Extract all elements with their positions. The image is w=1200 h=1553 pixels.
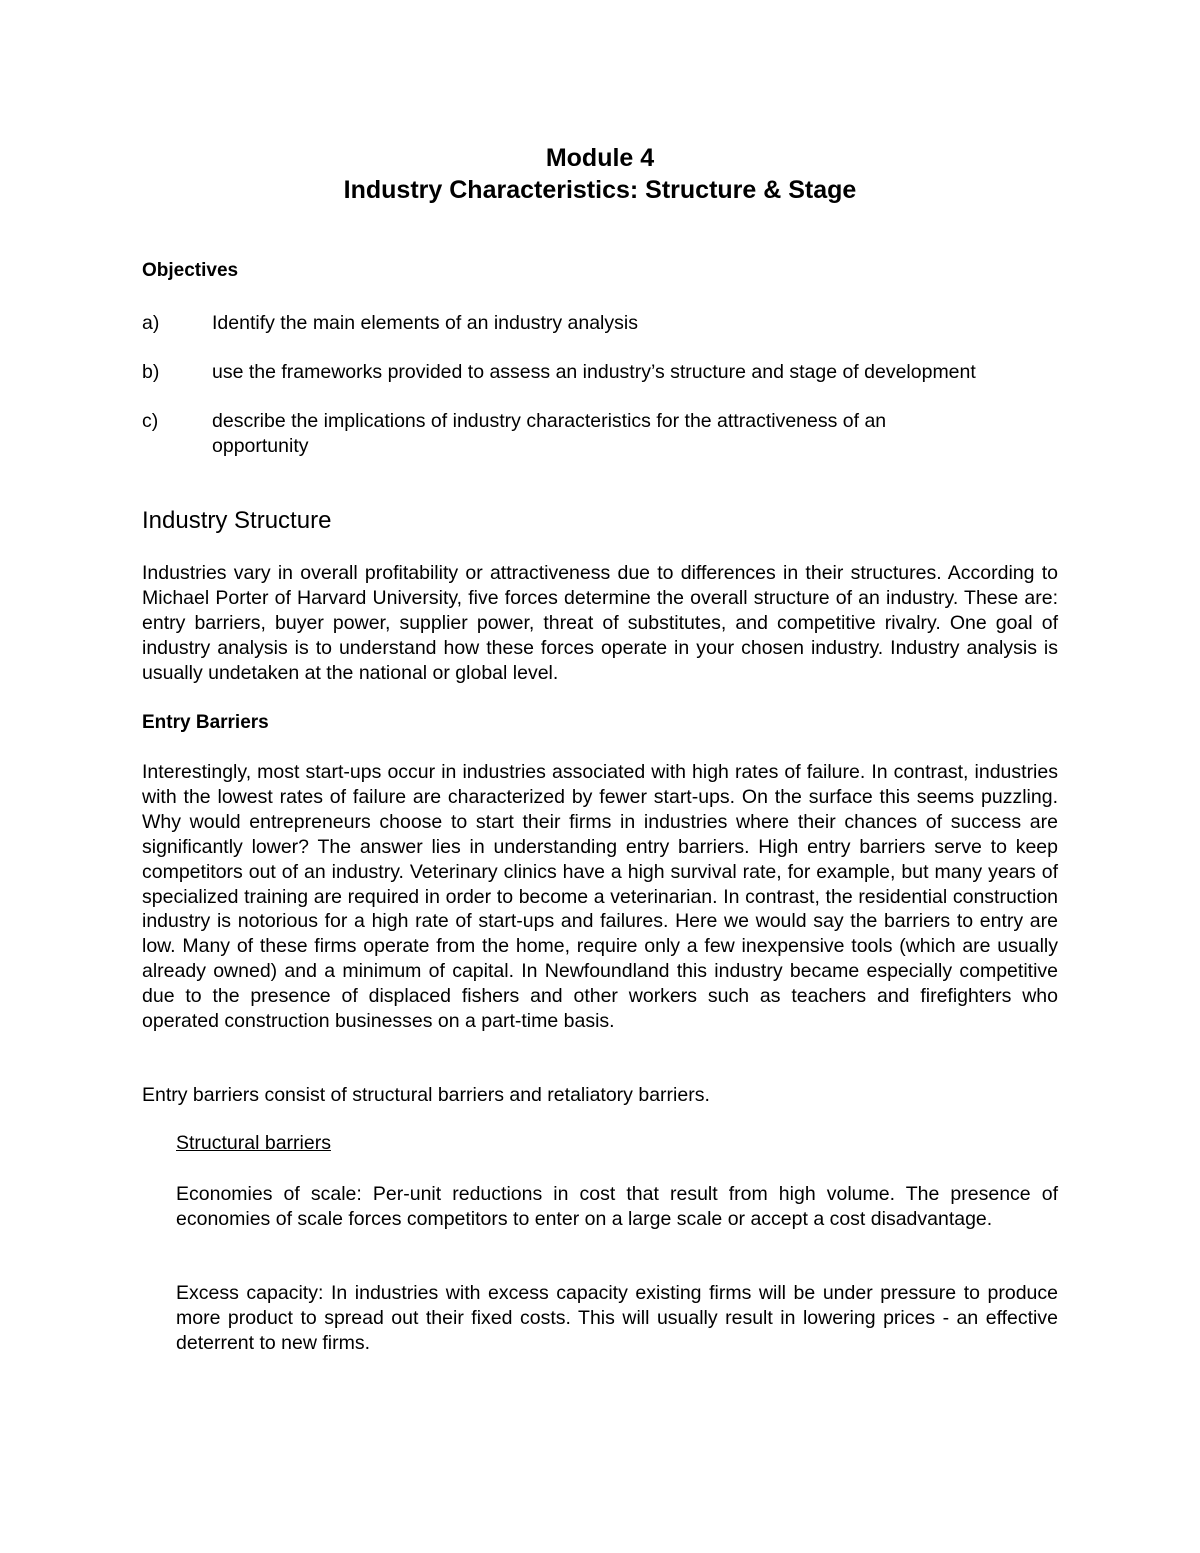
objective-text: use the frameworks provided to assess an industry’s structure and stage of development: [212, 361, 976, 383]
structural-barriers-heading: Structural barriers: [176, 1132, 331, 1154]
objective-item: [142, 360, 1058, 385]
objective-letter: a): [142, 312, 160, 334]
entry-barriers-heading: Entry Barriers: [142, 712, 269, 733]
objective-text: Identify the main elements of an industry analysis: [212, 312, 638, 334]
objective-letter: b): [142, 361, 160, 383]
structure-paragraph: Industries vary in overall profitability or attractiveness due to differences in their structures. According to Michael Porter of Harvard University, five forces determine the overall structure of an industry. These are: entry barriers, buyer power, supplier power, threat of substitutes, and competitive rivalry. One goal of industry analysis is to understand how these forces operate in your chosen industry. Industry analysis is usually undetaken at the national or global level.: [142, 562, 1058, 684]
entry-barriers-paragraph: Interestingly, most start-ups occur in industries associated with high rates of failure. In contrast, industries with the lowest rates of failure are characterized by fewer start-ups. On the surface this seems puzzling. Why would entrepreneurs choose to start their firms in industries where their chances of success are significantly lower? The answer lies in understanding entry barriers. High entry barriers serve to keep competitors out of an industry. Veterinary clinics have a high survival rate, for example, but many years of specialized training are required in order to become a veterinarian. In contrast, the residential construction industry is notorious for a high rate of start-ups and failures. Here we would say the barriers to entry are low. Many of these firms operate from the home, require only a few inexpensive tools (which are usually already owned) and a minimum of capital. In Newfoundland this industry became especially competitive due to the presence of displaced fishers and other workers such as teachers and firefighters who operated construction businesses on a part-time basis.: [142, 761, 1058, 1033]
economies-paragraph: Economies of scale: Per-unit reductions in cost that result from high volume. The presence of economies of scale forces competitors to enter on a large scale or accept a cost disadvantage.: [176, 1183, 1058, 1230]
objective-item: [142, 409, 1058, 458]
module-title: Module 4: [545, 144, 655, 172]
objective-letter: c): [142, 410, 159, 432]
page-title: Industry Characteristics: Structure & Stage: [343, 176, 857, 204]
entry-consist-paragraph: Entry barriers consist of structural barriers and retaliatory barriers.: [142, 1084, 710, 1106]
excess-capacity-paragraph: Excess capacity: In industries with excess capacity existing firms will be under pressure to produce more product to spread out their fixed costs. This will usually result in lowering prices - an effective deterrent to new firms.: [176, 1282, 1058, 1354]
objective-item: [142, 311, 1058, 336]
title-block: [0, 142, 1200, 206]
objective-text: describe the implications of industry characteristics for the attractiveness of an opportunity: [212, 410, 887, 457]
objectives-label: Objectives: [142, 260, 239, 281]
section-heading: Industry Structure: [142, 507, 332, 534]
